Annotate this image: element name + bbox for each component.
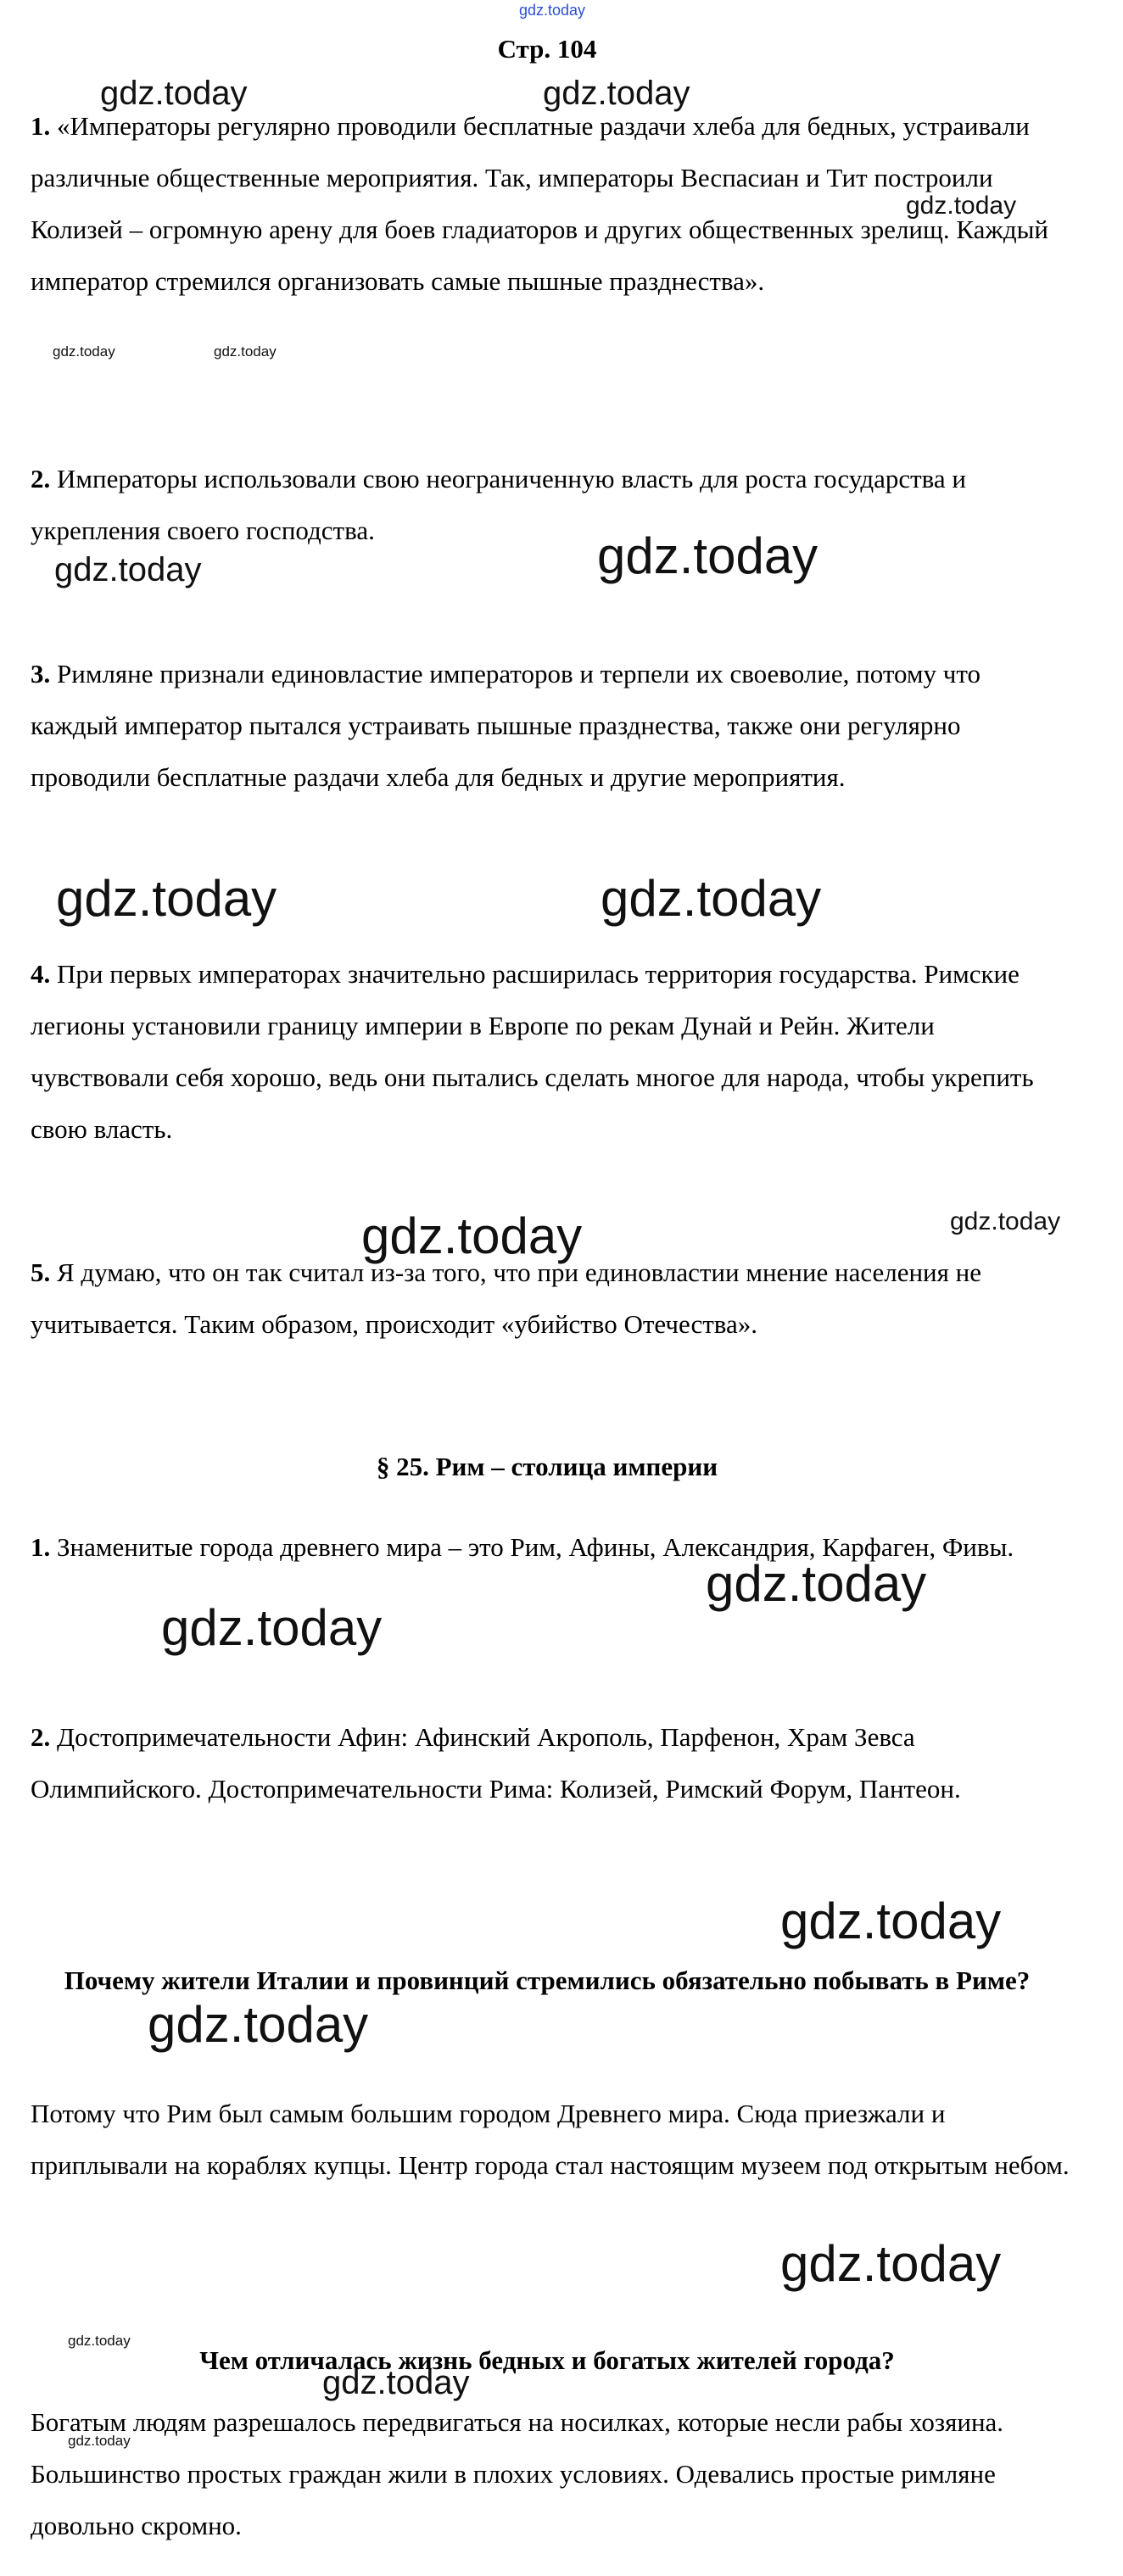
answer-text: Я думаю, что он так считал из-за того, что при единовластии мнение населения не учитывается. Таким образом, происходит «убийство Отечества». [31, 1257, 981, 1339]
watermark-logo: gdz.today [56, 870, 277, 927]
watermark-logo: gdz.today [148, 1996, 369, 2053]
answer-number: 1. [31, 1532, 51, 1562]
question-heading-1: Почему жители Италии и провинций стремились обязательно побывать в Риме? [64, 1965, 1031, 1995]
watermark-logo: gdz.today [906, 192, 1017, 220]
watermark-logo: gdz.today [597, 527, 819, 584]
watermark-logo: gdz.today [322, 2364, 470, 2401]
watermark-logo: gdz.today [780, 2235, 1002, 2292]
answer-text: При первых императорах значительно расширилась территория государства. Римские легионы установили границу империи в Европе по рекам Дунай и Рейн. Жители чувствовали себя хорошо, ведь они пытались сделать многое для народа, чтобы укрепить свою власть. [31, 959, 1034, 1144]
watermark-logo: gdz.today [54, 551, 202, 588]
answer-text: Императоры использовали свою неограниченную власть для роста государства и укрепления своего господства. [31, 464, 966, 545]
question-heading-2: Чем отличалась жизнь бедных и богатых жителей города? [199, 2345, 895, 2375]
watermark-logo: gdz.today [543, 75, 690, 112]
section-answer-2 [31, 1711, 1074, 1815]
question-answer-2: Богатым людям разрешалось передвигаться на носилках, которые несли рабы хозяина. Большинство простых граждан жили в плохих условиях. Одевались простые римляне довольно скромно. [31, 2407, 1004, 2540]
watermark-logo: gdz.today [100, 75, 248, 112]
watermark-logo: gdz.today [68, 2433, 131, 2449]
answer-text: Достопримечательности Афин: Афинский Акрополь, Парфенон, Храм Зевса Олимпийского. Достопримечательности Рима: Колизей, Римский Форум, Пантеон. [31, 1722, 961, 1804]
answer-number: 3. [31, 659, 51, 689]
answer-text: Знаменитые города древнего мира – это Рим, Афины, Александрия, Карфаген, Фивы. [50, 1532, 1014, 1562]
answer-number: 2. [31, 464, 51, 493]
answer-number: 4. [31, 959, 51, 989]
site-link[interactable]: gdz.today [519, 2, 586, 19]
watermark-logo: gdz.today [950, 1207, 1061, 1235]
page-title: Стр. 104 [497, 34, 597, 64]
watermark-logo: gdz.today [601, 870, 822, 927]
answer-text: Римляне признали единовластие императоров и терпели их своеволие, потому что каждый император пытался устраивать пышные празднества, также они регулярно проводили бесплатные раздачи хлеба для бедных и другие мероприятия. [31, 659, 981, 792]
answer-number: 5. [31, 1257, 51, 1287]
watermark-logo: gdz.today [214, 343, 277, 360]
answer-text: «Императоры регулярно проводили бесплатные раздачи хлеба для бедных, устраивали различные общественные мероприятия. Так, императоры Веспасиан и Тит построили Колизей – огромную арену для боев гладиаторов и других общественных зрелищ. Каждый император стремился организовать самые пышные празднества». [31, 111, 1049, 296]
watermark-logo: gdz.today [68, 2333, 131, 2349]
watermark-logo: gdz.today [161, 1599, 383, 1656]
watermark-logo: gdz.today [361, 1207, 583, 1264]
watermark-logo: gdz.today [706, 1555, 927, 1612]
watermark-logo: gdz.today [53, 343, 115, 360]
answer-paragraph-2 [31, 453, 1074, 556]
answer-number: 2. [31, 1722, 51, 1752]
watermark-logo: gdz.today [780, 1893, 1002, 1949]
answer-number: 1. [31, 111, 51, 141]
question-answer-1: Потому что Рим был самым большим городом Древнего мира. Сюда приезжали и приплывали на кораблях купцы. Центр города стал настоящим музеем под открытым небом. [31, 2099, 1070, 2180]
answer-paragraph-4 [31, 948, 1074, 1155]
section-title: § 25. Рим – столица империи [376, 1452, 718, 1481]
answer-paragraph-3 [31, 648, 1074, 803]
